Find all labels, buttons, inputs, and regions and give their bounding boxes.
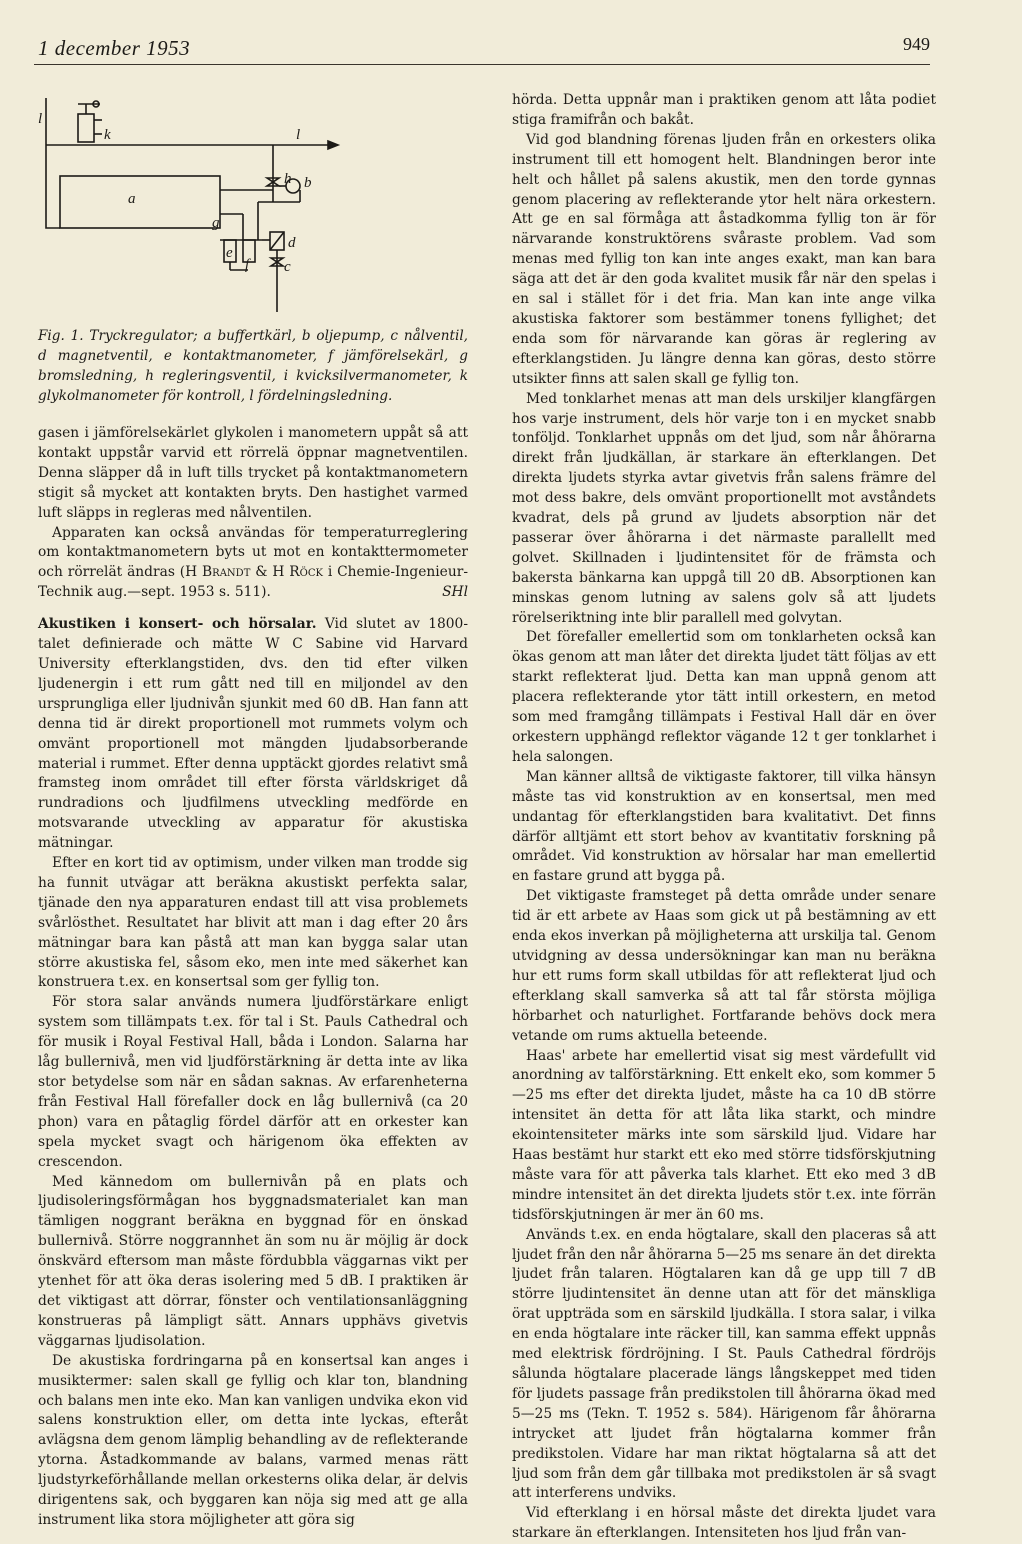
paragraph: Det viktigaste framsteget på detta område under senare tid är ett arbete av Haas som gick ut på bestämning av ett enda ekos inverkan på möjligheterna att urskilja tal. Genom utvidgning av dessa undersökningar kan man nu beräkna hur ett rums form skall utbildas för att reflekterat ljud och efterklang skall samverka så att tal får största möjliga hörbarhet och naturlighet. Fortfarande behövs dock mera vetande om rums aktuella beteende.	[512, 888, 936, 1044]
left-column	[38, 90, 468, 1531]
paragraph: Efter en kort tid av optimism, under vilken man trodde sig ha funnit utvägar att beräkna akustiskt perfekta salar, tjänade den nya apparaturen endast till att visa problemets svårlösthet. Resultatet har blivit att man i dag efter 20 års mätningar bara kan påstå att man kan bygga salar utan större akustiska fel, såsom eko, men inte med säkerhet kan konstruera t.ex. en konsertsal som ger fyllig ton.	[38, 855, 468, 991]
paragraph: Man känner alltså de viktigaste faktorer, till vilka hänsyn måste tas vid konstruktion av en konsertsal, men med undantag för efterklangstiden bara kvalitativt. Det finns därför alltjämt ett stort behov av kvantitativ forskning på området. Vid konstruktion av hörsalar har man emellertid en fastare grund att bygga på.	[512, 768, 936, 885]
figure-diagram	[38, 90, 468, 322]
paragraph: Används t.ex. en enda högtalare, skall den placeras så att ljudet från den når åhörarna 5—25 ms senare än det direkta ljudet från talaren. Högtalaren kan då ge upp till 7 dB större ljudintensitet än denne utan att för det mänskliga örat uppträda som en särskild ljudkälla. I stora salar, i vilka en enda högtalare inte räcker till, kan samma effekt uppnås med elektrisk fördröjning. I St. Pauls Cathedral fördröjs sålunda högtalare placerade längs långskeppet med tiden för ljudets passage från predikstolen till åhörarna ökad med 5—25 ms (Tekn. T. 1952 s. 584). Härigenom får åhörarna intrycket att ljudet från högtalarna kommer från predikstolen. Vidare har man riktat högtalarna så att det ljud som från dem går tillbaka mot predikstolen är så svagt att interferens undviks.	[512, 1226, 936, 1502]
signature: SHl	[442, 584, 468, 601]
paragraph: hörda. Detta uppnår man i praktiken genom att låta podiet stiga framifrån och bakåt.	[512, 92, 936, 128]
paragraph: De akustiska fordringarna på en konsertsal kan anges i musiktermer: salen skall ge fyllig och klar ton, blandning och balans men inte eko. Man kan vanligen undvika ekon vid salens konstruktion eller, om detta inte lyckas, efteråt avlägsna dem genom lämplig behandling av de reflekterande ytorna. Åstadkommande av balans, varmed menas rätt ljudstyrkeförhållande mellan orkesterns olika delar, är delvis dirigentens sak, och byggaren kan nöja sig med att ge alla instrument lika stora möjligheter att göra sig	[38, 1352, 468, 1528]
header-rule	[34, 64, 930, 65]
figure-label: l	[38, 111, 43, 127]
figure-label: e	[226, 245, 233, 261]
paragraph: Med kännedom om bullernivån på en plats och ljudisoleringsförmågan hos byggnadsmaterialet kan man tämligen noggrant beräkna en byggnad för en önskad bullernivå. Större noggrannhet än som nu är möjlig är dock önskvärd eftersom man måste fördubbla väggarnas vikt per ytenhet för att öka deras isolering med 5 dB. I praktiken är det viktigast att dörrar, fönster och ventilationsanläggning konstrueras på lämpligt sätt. Annars upphävs givetvis väggarnas ljudisolation.	[38, 1173, 468, 1349]
paragraph: För stora salar används numera ljudförstärkare enligt system som tillämpats t.ex. för tal i St. Pauls Cathedral och för musik i Royal Festival Hall, båda i London. Salarna har låg bullernivå, men vid ljudförstärkning är detta inte av lika stor betydelse som när en sådan saknas. Av erfarenheterna från Festival Hall förefaller dock en låg bullernivå (ca 20 phon) vara en påtaglig fördel därför att en orkester kan spela mycket svagt och härigenom öka effekten av crescendon.	[38, 994, 468, 1170]
figure-label: f	[245, 257, 250, 273]
paragraph: Haas' arbete har emellertid visat sig mest värdefullt vid anordning av talförstärkning. Ett enkelt eko, som kommer 5—25 ms efter det direkta ljudet, måste ha ca 10 dB större intensitet än detta för att låta lika starkt, och mindre ekointensiteter märks inte som särskild ljud. Vidare har Haas bestämt hur starkt ett eko med större tidsförskjutning måste vara för att påverka tals klarhet. Ett eko med 3 dB mindre intensitet än det direkta ljudets stör t.ex. inte förrän tidsförskjutningen är mer än 60 ms.	[512, 1047, 936, 1223]
pressure-regulator-diagram	[38, 90, 468, 322]
figure-label: d	[288, 235, 296, 251]
paragraph: Akustiken i konsert- och hörsalar. Vid slutet av 1800-talet definierade och mätte W C Sabine vid Harvard University efterklangstiden, dvs. den tid efter vilken ljudenergin i ett rum gått ned till en miljondel av den ursprungliga eller ljudnivån sjunkit med 60 dB. Han fann att denna tid är direkt proportionell mot rummets volym och omvänt proportionell mot mängden ljudabsorberande material i rummet. Efter denna upptäckt gjordes relativt små framsteg inom området till efter första världskriget då rundradions och ljudfilmens utveckling medförde en motsvarande utveckling av apparatur för akustiska mätningar.	[38, 616, 468, 852]
figure-label: a	[128, 191, 136, 207]
paragraph: Apparaten kan också användas för temperaturreglering om kontaktmanometern byts ut mot en kontakttermometer och rörrelät ändras (H Brandt & H Röck i Chemie-Ingenieur-Technik aug.—sept. 1953 s. 511). SHl	[38, 524, 468, 604]
figure-label: k	[104, 127, 111, 143]
page-number: 949	[903, 34, 930, 54]
paragraph: Vid efterklang i en hörsal måste det direkta ljudet vara starkare än efterklangen. Intensiteten hos ljud från van-	[512, 1505, 936, 1542]
paragraph: Det förefaller emellertid som om tonklarheten också kan ökas genom att man låter det direkta ljudet tätt följas av ett starkt reflekterat ljud. Detta kan man uppnå genom att placera reflekterande ytor tätt intill orkestern, en metod som med framgång tillämpats i Festival Hall där en över orkestern upphängd reflektor vägande 12 t ger tonklarhet i hela salongen.	[512, 629, 936, 765]
right-column	[512, 91, 936, 1544]
paragraph: gasen i jämförelsekärlet glykolen i manometern uppåt så att kontakt uppstår varvid ett rörrelä öppnar magnetventilen. Denna släpper då in luft tills trycket på kontaktmanometern stigit så mycket att kontakten bryts. Den hastighet varmed luft släpps in regleras med nålventilen.	[38, 425, 468, 521]
figure-label: g	[212, 215, 220, 231]
paragraph: Vid god blandning förenas ljuden från en orkesters olika instrument till ett homogent helt. Blandningen beror inte helt och hållet på salens akustik, men den torde gynnas genom placering av reflekterande ytor helt nära orkestern. Att ge en sal förmåga att åstadkomma fyllig ton är för närvarande konstruktörens svåraste problem. Vad som menas med fyllig ton kan inte anges exakt, man kan bara säga att det är den goda kvalitet musik får när den spelas i en sal i stället för i det fria. Man kan inte ange vilka akustiska faktorer som bestämmer tonens fyllighet; det enda som för närvarande kan göras är reglering av efterklangstiden. Ju längre denna kan göras, desto större utsikter finns att salen skall ge fyllig ton.	[512, 131, 936, 387]
section-heading: Akustiken i konsert- och hörsalar.	[38, 616, 317, 633]
figure-label: l	[296, 127, 301, 143]
page-date: 1 december 1953	[38, 36, 191, 60]
figure-label: b	[304, 175, 312, 191]
figure-label: c	[284, 259, 291, 275]
figure-caption: Fig. 1. Tryckregulator; a buffertkärl, b oljepump, c nålventil, d magnetventil, e kontaktmanometer, f jämförelsekärl, g bromsledning, h regleringsventil, i kvicksilvermanometer, k glykolmanometer för kontroll, l fördelningsledning.	[38, 328, 468, 404]
figure-label: h	[284, 171, 292, 187]
paragraph: Med tonklarhet menas att man dels urskiljer klangfärgen hos varje instrument, dels hör varje ton i en mycket snabb tonföljd. Tonklarhet uppnås om det ljud, som når åhörarna direkt från ljudkällan, är starkare än efterklangen. Det direkta ljudets styrka avtar givetvis från salens främre del mot dess bakre, dels omvänt proportionellt mot avståndets kvadrat, dels på grund av ljudets absorption när det passerar över åhörarna i det närmaste parallellt med golvet. Skillnaden i ljudintensitet för de främsta och bakersta bänkarna kan uppgå till 20 dB. Absorptionen kan minskas genom lutning av salens golv så att ljudets rörelseriktning inte blir parallell med golvytan.	[512, 390, 936, 626]
